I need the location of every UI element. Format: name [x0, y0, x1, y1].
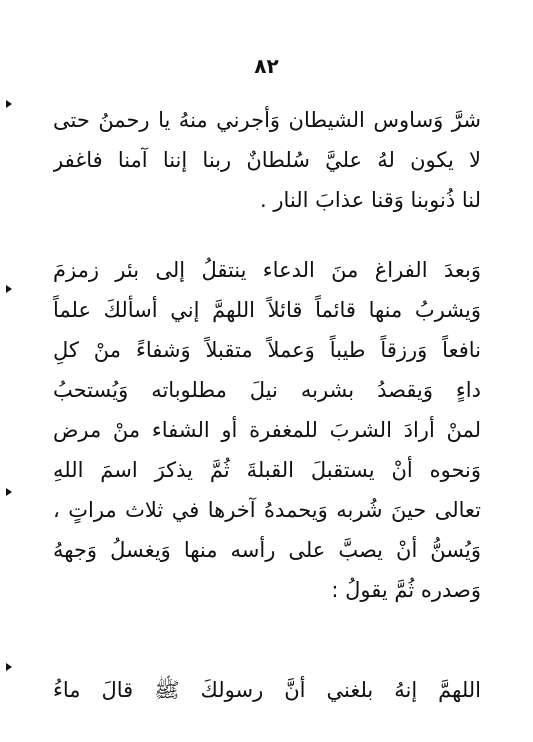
- text-line: نافعاً وَرزقاً طيباً وَعملاً متقبلاً وَشفاءً منْ كلِ: [53, 338, 481, 362]
- margin-mark-2: [6, 285, 12, 293]
- text-line: لنا ذُنوبنا وَقنا عذابَ النار .: [260, 188, 481, 212]
- text-line: شرَّ وَساوس الشيطان وَأجرني منهُ يا رحمنُ حتى: [53, 108, 481, 132]
- text-line: لا يكون لهُ عليَّ سُلطانٌ ربنا إننا آمنا فاغفر: [53, 148, 481, 172]
- text-line: وَصدره ثُمَّ يقولُ :: [331, 578, 481, 602]
- margin-mark-3: [6, 488, 12, 496]
- text-line: داءٍ وَيقصدُ بشربه نيلَ مطلوباته وَيُستحبُ: [53, 378, 481, 402]
- text-line: وَيشربُ منها قائماً قائلاً اللهمَّ إني أسألكَ علماً: [53, 298, 481, 322]
- text-line: تعالى حينَ شُربه وَيحمدهُ آخرها في ثلاث مراتٍ ،: [53, 498, 481, 522]
- text-line: اللهمَّ إنهُ بلغني أنَّ رسولكَ ﷺ قالَ ماءُ: [53, 678, 481, 702]
- page-number: ٨٢: [254, 54, 279, 78]
- text-line: لمنْ أرادَ الشربَ للمغفرة أو الشفاء منْ مرض: [53, 418, 481, 442]
- text-line: وَيُسنُّ أنْ يصبَّ على رأسه منها وَيغسلُ وَجههُ: [53, 538, 481, 562]
- margin-mark-1: [6, 100, 12, 108]
- margin-mark-4: [6, 663, 12, 671]
- text-line: وَنحوه أنْ يستقبلَ القبلةَ ثُمَّ يذكرَ اسمَ اللهِ: [53, 458, 481, 482]
- text-line: وَبعدَ الفراغ منَ الدعاء ينتقلُ إلى بئر زمزمَ: [53, 258, 481, 282]
